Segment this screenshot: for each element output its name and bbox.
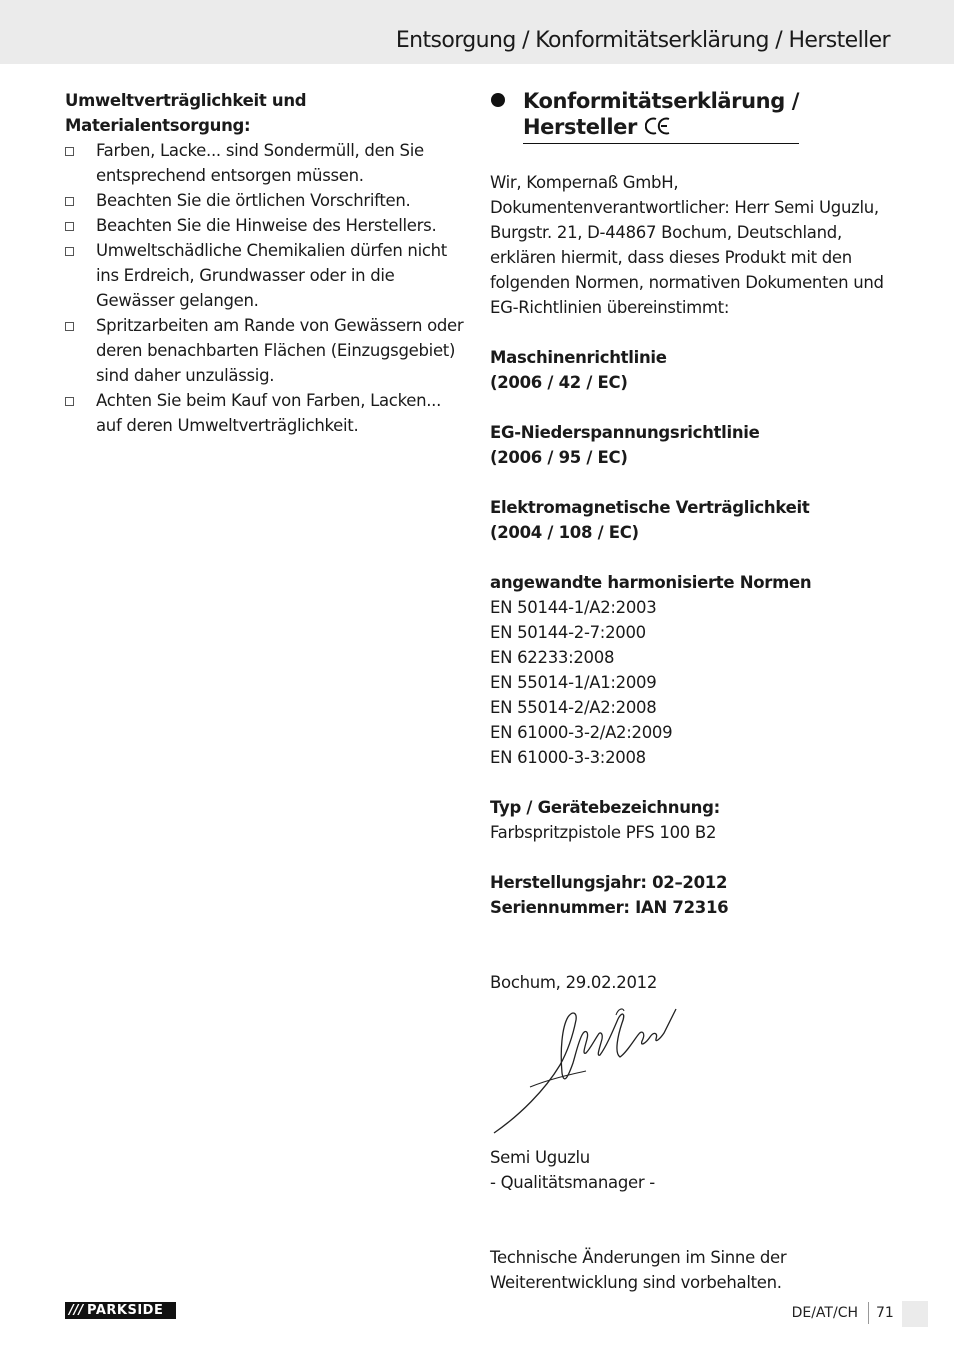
logo-slashes: ///: [69, 1303, 84, 1318]
page-header: [0, 0, 954, 64]
logo-brand: PARKSIDE: [87, 1303, 164, 1318]
left-column: [65, 88, 465, 438]
norm-item: EN 55014-1/A1:2009: [490, 673, 657, 692]
norm-item: EN 55014-2/A2:2008: [490, 698, 657, 717]
list-item: Beachten Sie die Hinweise des Herstellers.: [65, 213, 465, 238]
footer-locale: DE/AT/CH: [791, 1305, 858, 1321]
square-bullet-icon: [65, 322, 74, 331]
parkside-logo: [65, 1302, 176, 1319]
page-number: 71: [876, 1305, 894, 1321]
environment-heading-line2: Materialentsorgung:: [65, 116, 251, 135]
norms-block: [490, 570, 900, 770]
ce-mark-icon: [645, 116, 671, 136]
page-title: Entsorgung / Konformitätserklärung / Hersteller: [395, 28, 890, 53]
type-block: [490, 795, 900, 845]
declaration-intro: Wir, Kompernaß GmbH, Dokumentenverantwortlicher: Herr Semi Uguzlu, Burgstr. 21, D-44867 Bochum, Deutschland, erklären hiermit, dass dieses Produkt mit den folgenden Normen, normativen Dokumenten und EG-Richtlinien übereinstimmt:: [490, 173, 884, 317]
list-item: Achten Sie beim Kauf von Farben, Lacken... auf deren Umweltverträglichkeit.: [65, 388, 465, 438]
signature-image: [490, 995, 700, 1145]
directive-emc: Elektromagnetische Verträglichkeit (2004 / 108 / EC): [490, 498, 810, 542]
list-item: Beachten Sie die örtlichen Vorschriften.: [65, 188, 465, 213]
bullet-dot-icon: [491, 93, 505, 107]
list-item: Umweltschädliche Chemikalien dürfen nicht ins Erdreich, Grundwasser oder in die Gewässer gelangen.: [65, 238, 465, 313]
environment-heading: [65, 88, 465, 138]
square-bullet-icon: [65, 197, 74, 206]
type-label: Typ / Gerätebezeichnung:: [490, 798, 720, 817]
production-year: Herstellungsjahr: 02–2012: [490, 873, 728, 892]
production-block: [490, 870, 900, 920]
disclaimer: Technische Änderungen im Sinne der Weiterentwicklung sind vorbehalten.: [490, 1248, 787, 1292]
footer-divider: [868, 1302, 869, 1324]
footer-tab-box: [902, 1301, 928, 1327]
signer-block: [490, 1145, 900, 1195]
disposal-list: [65, 138, 465, 438]
norm-item: EN 50144-2-7:2000: [490, 623, 646, 642]
norms-heading: angewandte harmonisierte Normen: [490, 573, 812, 592]
list-item: Farben, Lacke... sind Sondermüll, den Sie entsprechend entsorgen müssen.: [65, 138, 465, 188]
signer-name: Semi Uguzlu: [490, 1148, 590, 1167]
serial-number: Seriennummer: IAN 72316: [490, 898, 729, 917]
norm-item: EN 61000-3-2/A2:2009: [490, 723, 673, 742]
norm-item: EN 50144-1/A2:2003: [490, 598, 657, 617]
directive-low-voltage: EG-Niederspannungsrichtlinie (2006 / 95 / EC): [490, 423, 760, 467]
square-bullet-icon: [65, 147, 74, 156]
environment-heading-line1: Umweltverträglichkeit und: [65, 91, 307, 110]
right-column: [490, 88, 900, 1295]
directive-machinery: Maschinenrichtlinie (2006 / 42 / EC): [490, 348, 667, 392]
square-bullet-icon: [65, 247, 74, 256]
type-value: Farbspritzpistole PFS 100 B2: [490, 823, 717, 842]
list-item: Spritzarbeiten am Rande von Gewässern oder deren benachbarten Flächen (Einzugsgebiet) sind daher unzulässig.: [65, 313, 465, 388]
square-bullet-icon: [65, 397, 74, 406]
signer-role: - Qualitätsmanager -: [490, 1173, 655, 1192]
section-title: Konformitätserklärung / Hersteller: [523, 88, 799, 144]
section-heading: [490, 88, 900, 144]
square-bullet-icon: [65, 222, 74, 231]
place-date: Bochum, 29.02.2012: [490, 973, 658, 992]
norm-item: EN 61000-3-3:2008: [490, 748, 646, 767]
norm-item: EN 62233:2008: [490, 648, 615, 667]
